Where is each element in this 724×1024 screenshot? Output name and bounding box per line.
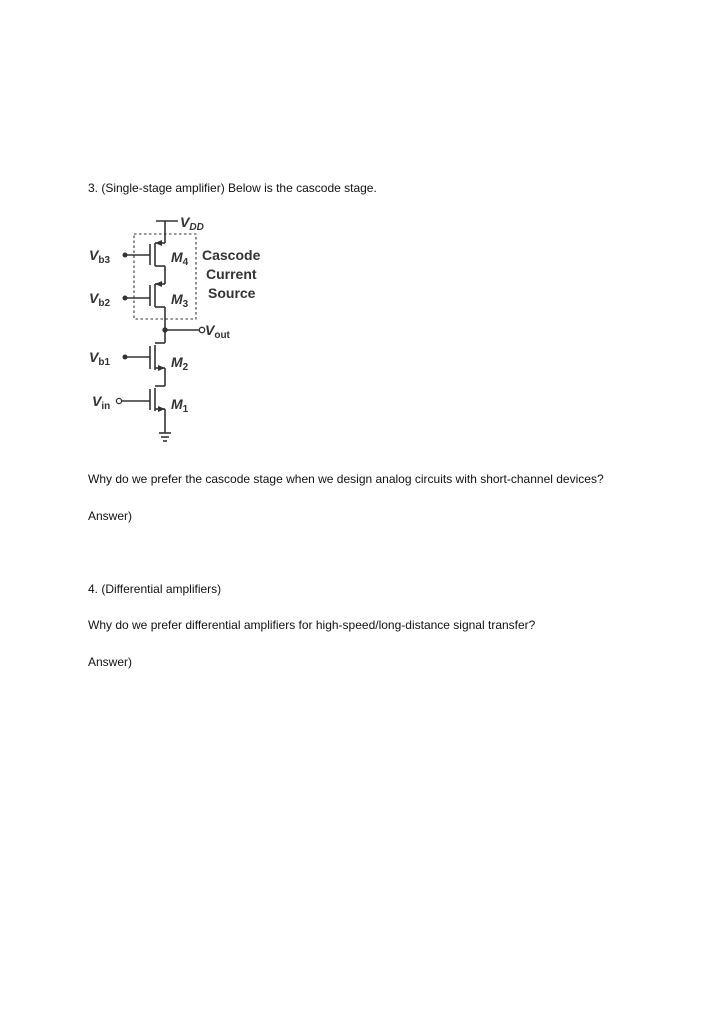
box-label-line3: Source	[208, 285, 256, 301]
vin-label: $V_{in}$	[92, 393, 111, 412]
box-label-line2: Current	[206, 266, 257, 282]
q4-answer-label: Answer)	[88, 655, 133, 669]
m3-label: $M_3$	[171, 291, 189, 310]
vout-terminal	[199, 327, 204, 332]
q3-question: Why do we prefer the cascode stage when we design analog circuits with short-channel devices?	[88, 472, 604, 486]
vb1-label: $V_{b1}$	[89, 349, 111, 368]
vdd-label: $V_{DD}$	[180, 214, 204, 233]
box-label-line1: Cascode	[202, 247, 261, 263]
m4-source-arrow	[155, 240, 162, 246]
m4-label: $M_4$	[171, 249, 189, 268]
q3-answer-label: Answer)	[88, 509, 133, 523]
m3-source-arrow	[155, 281, 162, 287]
m2-source-arrow	[158, 365, 165, 371]
q3-heading: 3. (Single-stage amplifier) Below is the cascode stage.	[88, 181, 377, 195]
vout-label: $V_{out}$	[205, 322, 230, 341]
q4-heading: 4. (Differential amplifiers)	[88, 582, 222, 596]
output-node-dot	[162, 327, 167, 332]
cascode-circuit-diagram	[86, 210, 286, 455]
vb3-terminal	[123, 253, 128, 258]
m2-label: $M_2$	[171, 354, 189, 373]
q4-question: Why do we prefer differential amplifiers for high-speed/long-distance signal transfer?	[88, 618, 536, 632]
vb3-label: $V_{b3}$	[89, 247, 111, 266]
m1-source-arrow	[158, 406, 165, 412]
vb2-label: $V_{b2}$	[89, 290, 111, 309]
vb2-terminal	[123, 296, 128, 301]
vin-terminal	[116, 398, 121, 403]
vb1-terminal	[123, 355, 128, 360]
m1-label: $M_1$	[171, 396, 189, 415]
